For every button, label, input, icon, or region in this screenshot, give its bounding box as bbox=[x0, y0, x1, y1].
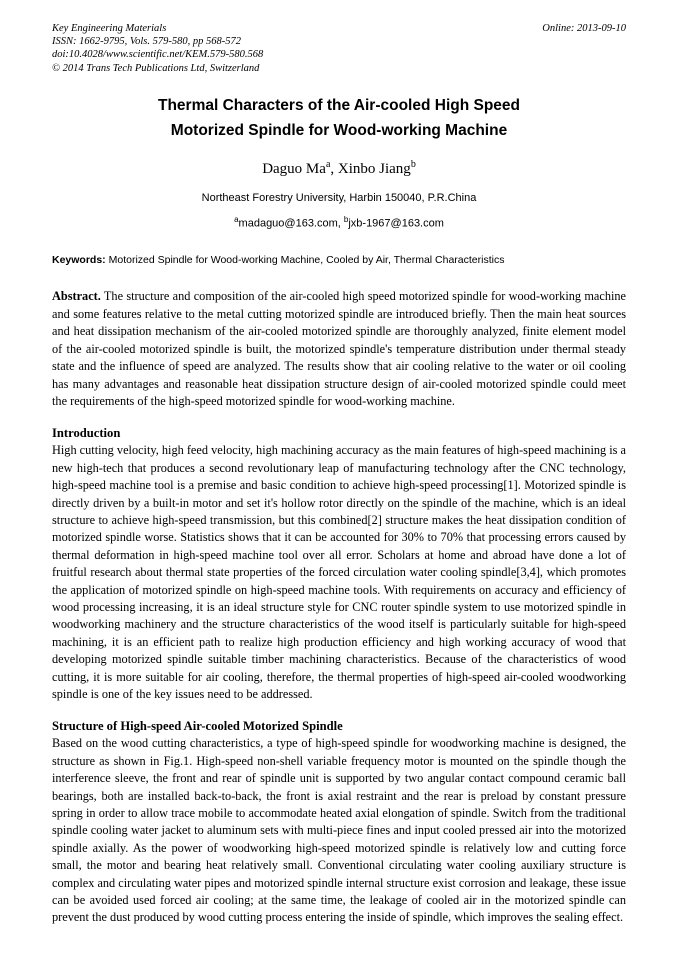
abstract-label: Abstract. bbox=[52, 289, 101, 304]
page-header bbox=[52, 22, 626, 75]
author-separator: , bbox=[330, 160, 338, 177]
abstract-text: The structure and composition of the air-cooled high speed motorized spindle for wood-working machine and some features relative to the metal cutting motorized spindle are introduced briefly. Then the main heat sources and heat dissipation mechanism of the air-cooled motorized spindle are thoroughly analyzed, finite element model of the air-cooled motorized spindle is built, the motorized spindle's temperature distribution under thermal steady state and the influence of speed are analyzed. The results show that air cooling relative to the water or oil cooling has many advantages and reasonable heat dissipation structure design of air-cooled motorized spindle could meet the requirements of the high-speed motorized spindle for wood-working machine. bbox=[52, 289, 626, 408]
section-heading-structure: Structure of High-speed Air-cooled Motorized Spindle bbox=[52, 719, 343, 734]
author-name-2: Xinbo Jiang bbox=[337, 160, 411, 177]
online-date: Online: 2013-09-10 bbox=[542, 23, 626, 34]
email-1: madaguo@163.com, bbox=[238, 217, 344, 230]
email-line bbox=[52, 212, 626, 232]
author-sup-2: b bbox=[410, 158, 416, 170]
abstract bbox=[52, 288, 626, 410]
keywords-text: Motorized Spindle for Wood-working Machine, Cooled by Air, Thermal Characteristics bbox=[105, 254, 505, 267]
doi-line: doi:10.4028/www.scientific.net/KEM.579-580.568 bbox=[52, 49, 264, 61]
title-line-2: Motorized Spindle for Wood-working Machine bbox=[170, 121, 508, 139]
keywords-label: Keywords: bbox=[52, 254, 106, 267]
email-2: jxb-1967@163.com bbox=[348, 217, 444, 230]
author-name-1: Daguo Ma bbox=[262, 160, 326, 177]
keywords-line bbox=[52, 253, 626, 268]
email-sup-a: a bbox=[234, 214, 239, 224]
journal-name: Key Engineering Materials bbox=[52, 23, 167, 34]
section-paragraph-introduction: High cutting velocity, high feed velocity, high machining accuracy as the main features of high-speed machining is a new high-tech that produces a second revolutionary leap of manufacturing technology after the CNC technology, high-speed machine tool is a premise and basic condition to achieve high-speed processing[1]. Motorized spindle is directly driven by a built-in motor and set it's hollow rotor directly on the spindle of the machine, which is an ideal structure to achieve high-speed transmission, but this combined[2] structure makes the heat dissipation condition of motorized spindle worse. Statistics shows that it can be accounted for 30% to 70% that processing errors caused by thermal deformation in high-speed machine tool over all error. Scholars at home and abroad have done a lot of fruitful research about thermal state properties of the forced circulation water cooling spindle[3,4], which promotes the application of motorized spindle on high-speed machine tools. With requirements on accuracy and efficiency of wood processing increasing, it is an ideal structure style for CNC router spindle system to use motorized spindle in woodworking machinery and the structure characteristics of the wood itself is particularly suitable for high-speed machining, it is an efficient path to realize high production efficiency and high working accuracy of wood that developing motorized spindle suitable timber machining characteristics. Because of the characteristics of wood cutting, it is more suitable for air cooling, therefore, the thermal properties of high-speed air-cooled woodworking spindle is one of the key issues need to be addressed. bbox=[52, 443, 626, 701]
copyright-line: © 2014 Trans Tech Publications Ltd, Switzerland bbox=[52, 62, 260, 74]
author-list bbox=[52, 155, 626, 179]
page-title bbox=[52, 93, 626, 143]
email-sup-b: b bbox=[343, 214, 349, 224]
affiliation: Northeast Forestry University, Harbin 150040, P.R.China bbox=[201, 191, 477, 204]
issn-line: ISSN: 1662-9795, Vols. 579-580, pp 568-572 bbox=[52, 36, 241, 48]
section-heading-introduction: Introduction bbox=[52, 426, 121, 441]
section-paragraph-structure: Based on the wood cutting characteristics, a type of high-speed spindle for woodworking machine is designed, the structure as shown in Fig.1. High-speed non-shell variable frequency motor is mounted on the spindle though the interference sleeve, the front and rear of spindle unit is supported by two angular contact compound ceramic ball bearings, both are installed back-to-back, the front is axial restraint and the rear is preload by constant pressure spring in order to allow trace mobile to accommodate heated axial elongation of spindle. Switch from the traditional spindle cooling water jacket to aluminum sets with multi-piece fines and input cooled pressed air into the motorized spindle axially. As the power of woodworking high-speed motorized spindle is relatively low and cutting force small, the motor and bearing heat relatively small. Conventional circulating water cooling auxiliary structure is complex and circulating water pipes and motorized spindle internal structure exist corrosion and leakage, these issue can be avoided used forced air cooling; at the same time, the leakage of cooled air in the motorized spindle can prevent the dust produced by wood cutting process entering the inside of spindle, which improves the sealing effect. bbox=[52, 736, 626, 925]
title-line-1: Thermal Characters of the Air-cooled High Speed bbox=[157, 96, 521, 114]
author-sup-1: a bbox=[325, 158, 331, 170]
